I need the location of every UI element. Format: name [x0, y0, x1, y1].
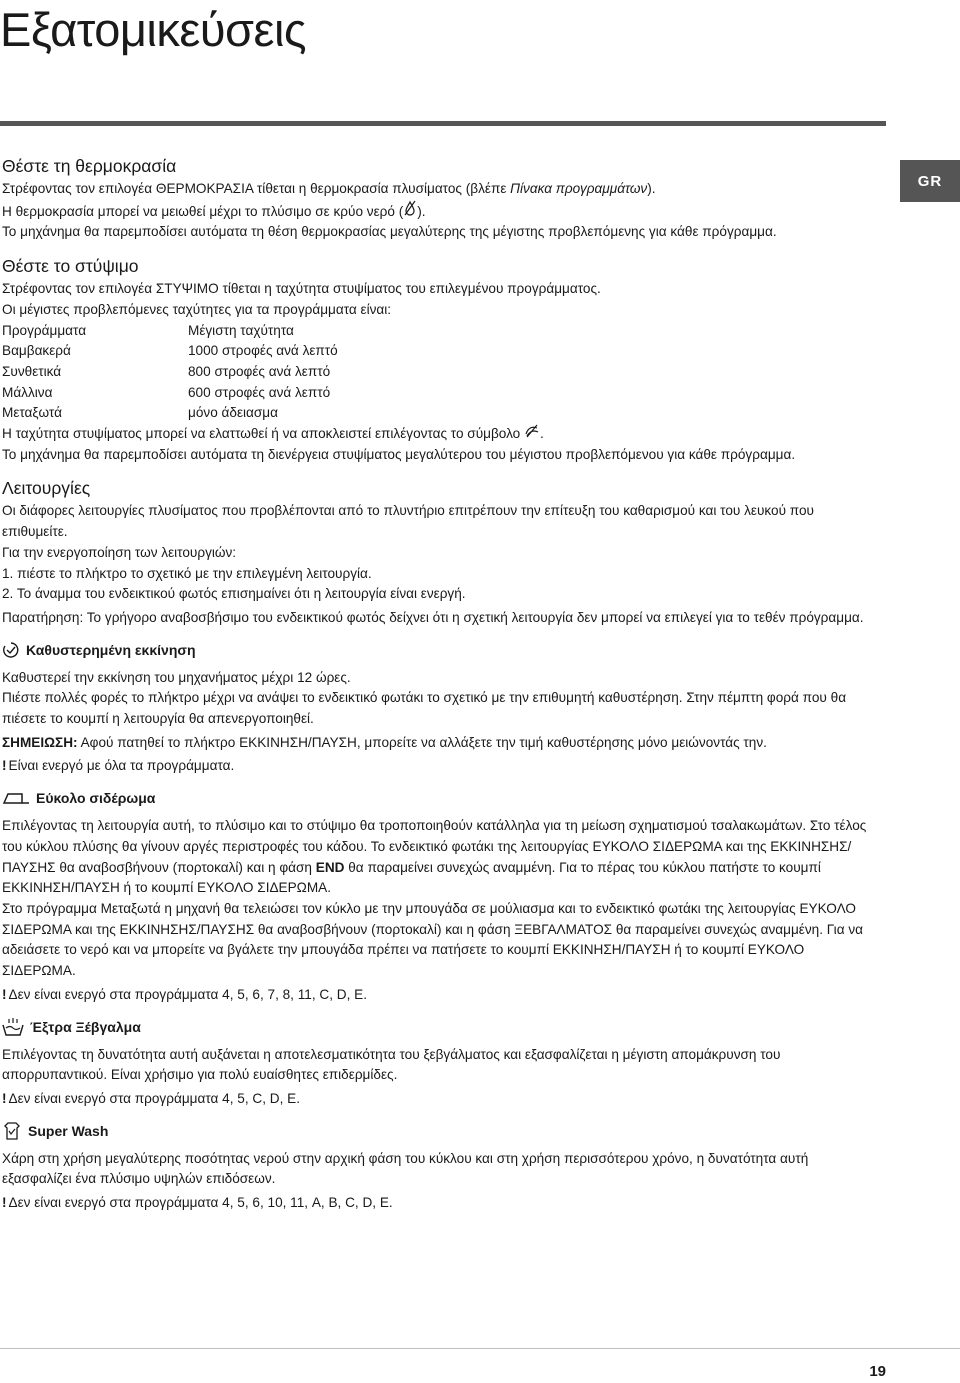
programme-table-ref: Πίνακα προγραμμάτων: [510, 181, 648, 196]
delayed-start-section: [2, 639, 870, 778]
table-row: Μάλλινα 600 στροφές ανά λεπτό: [2, 384, 331, 400]
delayed-start-warning: ! Είναι ενεργό με όλα τα προγράμματα.: [2, 758, 235, 774]
table-row: Μεταξωτά μόνο άδειασμα: [2, 405, 278, 421]
extra-rinse-heading: Έξτρα Ξέβγαλμα: [2, 1016, 870, 1038]
functions-step2: 2. Το άναμμα του ενδεικτικού φωτός επισημαίνει ότι η λειτουργία είναι ενεργή.: [2, 586, 466, 602]
temperature-line1: Στρέφοντας τον επιλογέα ΘΕΡΜΟΚΡΑΣΙΑ τίθεται η θερμοκρασία πλυσίματος (βλέπε Πίνακα προγραμμάτων).: [2, 181, 656, 196]
temperature-section: [2, 153, 870, 243]
no-spin-icon: [524, 424, 540, 438]
temperature-line2: Η θερμοκρασία μπορεί να μειωθεί μέχρι το πλύσιμο σε κρύο νερό ( ).: [2, 200, 870, 223]
super-wash-heading: Super Wash: [2, 1120, 870, 1142]
table-header-max-speed: Μέγιστη ταχύτητα: [188, 322, 294, 338]
title-rule: [0, 121, 886, 126]
spin-line1: Στρέφοντας τον επιλογέα ΣΤΥΨΙΜΟ τίθεται η ταχύτητα στυψίματος του επιλεγμένου προγράμματος.: [2, 281, 601, 297]
extra-rinse-section: [2, 1016, 870, 1110]
content: [2, 153, 870, 1214]
table-row: Συνθετικά 800 στροφές ανά λεπτό: [2, 363, 331, 379]
extra-rinse-icon: [2, 1017, 24, 1037]
extra-rinse-warning: ! Δεν είναι ενεργό στα προγράμματα 4, 5, C, D, E.: [2, 1090, 300, 1106]
easy-iron-warning: ! Δεν είναι ενεργό στα προγράμματα 4, 5, 6, 7, 8, 11, C, D, E.: [2, 986, 367, 1002]
language-tab: GR: [900, 160, 960, 202]
functions-heading: Λειτουργίες: [2, 478, 91, 499]
footer-rule: [0, 1348, 960, 1349]
super-wash-icon: [2, 1121, 22, 1141]
temperature-heading: Θέστε τη θερμοκρασία: [2, 156, 177, 176]
spin-section: [2, 253, 870, 465]
spin-heading: Θέστε το στύψιμο: [2, 256, 139, 277]
delayed-start-line1: Καθυστερεί την εκκίνηση του μηχανήματος μέχρι 12 ώρες.: [2, 669, 351, 685]
easy-iron-section: [2, 787, 870, 1005]
delayed-start-heading: Καθυστερημένη εκκίνηση: [2, 639, 870, 661]
spin-line4: Το μηχάνημα θα παρεμποδίσει αυτόματα τη διενέργεια στυψίματος μεγαλύτερου του μέγιστου προβλεπόμενου για κάθε πρόγραμμα.: [2, 446, 796, 462]
page-number: 19: [869, 1363, 886, 1380]
delayed-start-line2: Πιέστε πολλές φορές το πλήκτρο μέχρι να ανάψει το ενδεικτικό φωτάκι το σχετικό με την επιθυμητή καθυστέρηση. Στην πέμπτη φορά που θα πιέσετε το κουμπί η λειτουργία θα απενεργοποιηθεί.: [2, 690, 847, 727]
super-wash-section: [2, 1120, 870, 1214]
spin-table-header: [2, 321, 870, 342]
spin-line2: Οι μέγιστες προβλεπόμενες ταχύτητες για τα προγράμματα είναι:: [2, 301, 392, 317]
extra-rinse-para: Επιλέγοντας τη δυνατότητα αυτή αυξάνεται η αποτελεσματικότητα του ξεβγάλματος και εξασφαλίζεται η μέγιστη απομάκρυνση του απορρυπαντικού. Είναι χρήσιμο για πολύ ευαίσθητες επιδερμίδες.: [2, 1046, 781, 1083]
page-title: Εξατομικεύσεις: [0, 3, 307, 56]
functions-line1: Οι διάφορες λειτουργίες πλυσίματος που προβλέπονται από το πλυντήριο επιτρέπουν την επίτευξη του καθαρισμού και του λευκού που επιθυμείτε.: [2, 503, 814, 540]
delayed-start-note: ΣΗΜΕΙΩΣΗ: Αφού πατηθεί το πλήκτρο ΕΚΚΙΝΗΣΗ/ΠΑΥΣΗ, μπορείτε να αλλάξετε την τιμή καθυστέρησης μόνο μειώνοντάς την.: [2, 734, 767, 750]
easy-iron-para1: Επιλέγοντας τη λειτουργία αυτή, το πλύσιμο και το στύψιμο θα τροποποιηθούν κατάλληλα για τη μείωση σχηματισμού τσαλακωμάτων. Στο τέλος του κύκλου πλύσης θα γίνουν αργές περιστροφές του κάδου. Το ενδεικτικό φωτάκι της λειτουργίας ΕΥΚΟΛΟ ΣΙΔΕΡΩΜΑ και της ΕΚΚΙΝΗΣΗΣ/ΠΑΥΣΗΣ θα αναβοσβήνουν (πορτοκαλί) και η φάση END θα παραμείνει συνεχώς αναμμένη. Για το πέρας του κύκλου πατήστε το κουμπί ΕΚΚΙΝΗΣΗ/ΠΑΥΣΗ ή το κουμπί ΕΥΚΟΛΟ ΣΙΔΕΡΩΜΑ.: [2, 818, 867, 896]
table-header-programs: Προγράμματα: [2, 322, 87, 338]
temperature-line3: Το μηχάνημα θα παρεμποδίσει αυτόματα τη θέση θερμοκρασίας μεγαλύτερης της μέγιστης προβλεπόμενης για κάθε πρόγραμμα.: [2, 224, 777, 240]
functions-step1: 1. πιέστε το πλήκτρο το σχετικό με την επιλεγμένη λειτουργία.: [2, 565, 372, 581]
cold-water-icon: [403, 200, 417, 216]
functions-note: Παρατήρηση: Το γρήγορο αναβοσβήσιμο του ενδεικτικού φωτός δείχνει ότι η σχετική λειτουργία δεν μπορεί να επιλεγεί για το τεθέν πρόγραμμα.: [2, 609, 864, 625]
table-row: Βαμβακερά 1000 στροφές ανά λεπτό: [2, 343, 338, 359]
spin-line3: Η ταχύτητα στυψίματος μπορεί να ελαττωθεί ή να αποκλειστεί επιλέγοντας το σύμβολο .: [2, 426, 544, 442]
clock-icon: [2, 641, 20, 659]
easy-iron-heading: Εύκολο σιδέρωμα: [2, 787, 870, 809]
super-wash-para: Χάρη στη χρήση μεγαλύτερης ποσότητας νερού στην αρχική φάση του κύκλου και στη χρήση περισσότερου χρόνο, η δυνατότητα αυτή εξασφαλίζει ένα πλύσιμο υψηλών επιδόσεων.: [2, 1150, 809, 1187]
functions-section: [2, 475, 870, 628]
super-wash-warning: ! Δεν είναι ενεργό στα προγράμματα 4, 5, 6, 10, 11, A, B, C, D, E.: [2, 1195, 393, 1211]
end-phase-label: END: [315, 859, 345, 875]
iron-icon: [2, 789, 30, 807]
easy-iron-para2: Στο πρόγραμμα Μεταξωτά η μηχανή θα τελειώσει τον κύκλο με την μπουγάδα σε μούλιασμα και το ενδεικτικό φωτάκι της λειτουργίας ΕΥΚΟΛΟ ΣΙΔΕΡΩΜΑ και της ΕΚΚΙΝΗΣΗΣ/ΠΑΥΣΗΣ θα αναβοσβήνουν (πορτοκαλί) και η φάση ΞΕΒΓΑΛΜΑΤΟΣ θα παραμείνει συνεχώς αναμμένη. Για να αδειάσετε το νερό και να μπορείτε να βγάλετε την μπουγάδα πρέπει να πατήσετε το κουμπί ΕΚΚΙΝΗΣΗ/ΠΑΥΣΗ ή το κουμπί ΕΥΚΟΛΟ ΣΙΔΕΡΩΜΑ.: [2, 900, 863, 979]
functions-line2: Για την ενεργοποίηση των λειτουργιών:: [2, 544, 237, 560]
